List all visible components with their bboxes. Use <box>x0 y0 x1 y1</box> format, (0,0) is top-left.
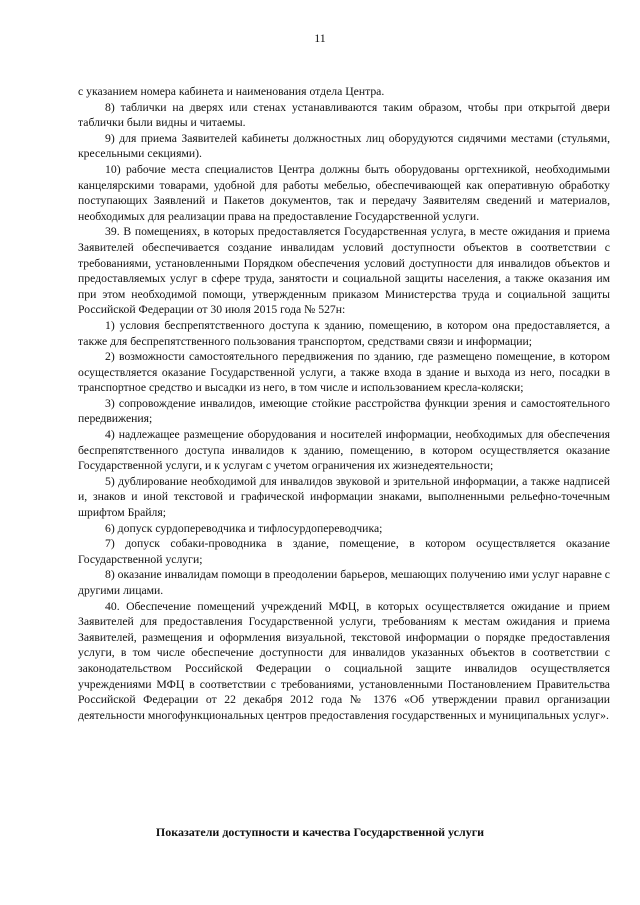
paragraph-condition-7: 7) допуск собаки-проводника в здание, помещение, в котором осуществляется оказание Государственной услуги; <box>78 537 610 566</box>
paragraph-item-8-signs: 8) таблички на дверях или стенах устанавливаются таким образом, чтобы при открытой двери таблички были видны и читаемы. <box>78 100 610 130</box>
paragraph-condition-5: 5) дублирование необходимой для инвалидов звуковой и зрительной информации, а также надписей и, знаков и иной текстовой и графической информации знаками, выполненными рельефно-точечным шрифтом Брайля; <box>78 474 610 520</box>
paragraph-condition-2: 2) возможности самостоятельного передвижения по зданию, где размещено помещение, в котором осуществляется оказание Государственной услуги, а также входа в здание и выхода из него, посадки в транспортное средство и высадки из него, в том числе и использованием кресла-коляски; <box>78 350 610 395</box>
paragraph-section-39: 39. В помещениях, в которых предоставляется Государственная услуга, в месте ожидания и приема Заявителей обеспечивается создание инвалидам условий доступности объектов в соответствии с требованиями, установленными Порядком обеспечения условий доступности для инвалидов объектов и предоставляемых услуг в сфере труда, занятости и социальной защиты населения, а также оказания им при этом необходимой помощи, утвержденным приказом Министерства труда и социальной защиты Российской Федерации от 30 июля 2015 года № 527н: <box>78 225 610 317</box>
paragraph-continuation: с указанием номера кабинета и наименования отдела Центра. <box>78 85 385 98</box>
paragraph-item-9-seating: 9) для приема Заявителей кабинеты должностных лиц оборудуются сидячими местами (стульями, кресельными секциями). <box>78 131 610 161</box>
paragraph-condition-8: 8) оказание инвалидам помощи в преодолении барьеров, мешающих получению ими услуг наравне с другими лицами. <box>78 568 610 597</box>
paragraph-item-10-workplaces: 10) рабочие места специалистов Центра должны быть оборудованы оргтехникой, необходимыми канцелярскими товарами, удобной для работы мебелью, обеспечивающей как оперативную обработку поступающих Заявлений и Пакетов документов, так и передачу Заявителям сведений и материалов, необходимых для реализации права на предоставление Государственной услуги. <box>78 162 610 223</box>
body-text <box>78 84 610 723</box>
paragraph-condition-6: 6) допуск сурдопереводчика и тифлосурдопереводчика; <box>105 521 383 535</box>
paragraph-condition-3: 3) сопровождение инвалидов, имеющие стойкие расстройства функции зрения и самостоятельного передвижения; <box>78 396 610 426</box>
paragraph-section-40: 40. Обеспечение помещений учреждений МФЦ, в которых осуществляется ожидание и прием Заявителей для предоставления Государственной услуги, требованиям к местам ожидания и приема Заявителей, размещения и оформления визуальной, текстовой информации о порядке предоставления услуги, в том числе обеспечение доступности для инвалидов указанных объектов в соответствии с законодательством Российской Федерации о социальной защите инвалидов осуществляется учреждениями МФЦ в соответствии с требованиями, установленными Постановлением Правительства Российской Федерации от 22 декабря 2012 года № 1376 «Об утверждении правил организации деятельности многофункциональных центров предоставления государственных и муниципальных услуг». <box>78 599 610 722</box>
section-heading: Показатели доступности и качества Государственной услуги <box>155 825 485 839</box>
paragraph-condition-1: 1) условия беспрепятственного доступа к зданию, помещению, в котором она предоставляется, а также для беспрепятственного пользования транспортом, средствами связи и информации; <box>78 318 610 348</box>
page-number: 11 <box>314 31 326 45</box>
paragraph-condition-4: 4) надлежащее размещение оборудования и носителей информации, необходимых для обеспечения беспрепятственного доступа инвалидов к зданию, помещению, в котором осуществляется оказание Государственной услуги, и к услугам с учетом ограничения их жизнедеятельности; <box>78 428 610 473</box>
